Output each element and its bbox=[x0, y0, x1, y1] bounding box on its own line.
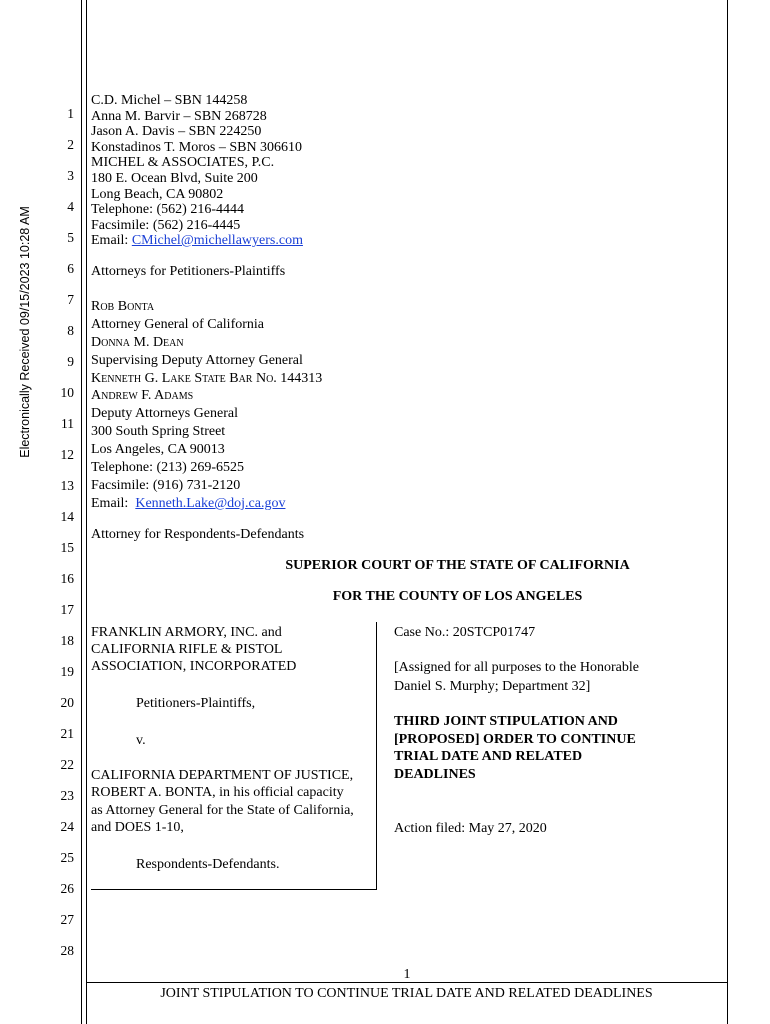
counsel-line: C.D. Michel – SBN 144258 bbox=[91, 93, 248, 108]
line-number: 9 bbox=[67, 354, 74, 369]
electronic-received-stamp: Electronically Received 09/15/2023 10:28 AM bbox=[18, 206, 32, 458]
respondent-name-line: ROBERT A. BONTA, in his official capacity bbox=[91, 785, 344, 800]
counsel-line: Kenneth G. Lake State Bar No. 144313 bbox=[91, 371, 323, 386]
document-title-line: [PROPOSED] ORDER TO CONTINUE bbox=[394, 732, 636, 747]
footer-rule bbox=[86, 982, 727, 983]
assignment-line: Daniel S. Murphy; Department 32] bbox=[394, 679, 591, 694]
left-margin-rule-inner bbox=[86, 0, 87, 1024]
line-number: 28 bbox=[60, 943, 74, 958]
footer-title: JOINT STIPULATION TO CONTINUE TRIAL DATE AND RELATED DEADLINES bbox=[160, 986, 653, 1001]
line-number: 18 bbox=[60, 633, 74, 648]
line-number: 11 bbox=[61, 416, 74, 431]
line-number: 20 bbox=[60, 695, 74, 710]
petitioners-role: Petitioners-Plaintiffs, bbox=[136, 696, 256, 711]
respondent-name-line: as Attorney General for the State of California, bbox=[91, 803, 354, 818]
petitioner-name-line: CALIFORNIA RIFLE & PISTOL bbox=[91, 642, 283, 657]
counsel-line: Donna M. Dean bbox=[91, 335, 184, 350]
counsel-line: Facsimile: (916) 731-2120 bbox=[91, 478, 241, 493]
court-county: FOR THE COUNTY OF LOS ANGELES bbox=[332, 589, 583, 604]
caption-bottom-rule bbox=[91, 889, 377, 890]
respondent-counsel-role: Attorney for Respondents-Defendants bbox=[91, 527, 305, 542]
respondent-name-line: and DOES 1-10, bbox=[91, 820, 184, 835]
case-number: Case No.: 20STCP01747 bbox=[394, 625, 536, 640]
line-number: 26 bbox=[60, 881, 74, 896]
document-title-line: THIRD JOINT STIPULATION AND bbox=[394, 714, 618, 729]
respondent-email-link[interactable]: Kenneth.Lake@doj.ca.gov bbox=[135, 496, 286, 511]
counsel-email-line bbox=[91, 496, 285, 512]
petitioner-counsel-role: Attorneys for Petitioners-Plaintiffs bbox=[91, 264, 286, 279]
line-number: 12 bbox=[60, 447, 74, 462]
counsel-line: 300 South Spring Street bbox=[91, 424, 226, 439]
line-number: 27 bbox=[60, 912, 74, 927]
line-number: 17 bbox=[60, 602, 74, 617]
line-number: 14 bbox=[60, 509, 74, 524]
line-number: 8 bbox=[67, 323, 74, 338]
versus: v. bbox=[136, 733, 146, 748]
petitioner-email-link[interactable]: CMichel@michellawyers.com bbox=[131, 233, 303, 248]
line-number: 16 bbox=[60, 571, 74, 586]
left-margin-rule-outer bbox=[81, 0, 82, 1024]
respondent-name-line: CALIFORNIA DEPARTMENT OF JUSTICE, bbox=[91, 768, 354, 783]
counsel-line: Anna M. Barvir – SBN 268728 bbox=[91, 109, 267, 124]
counsel-line: Telephone: (213) 269-6525 bbox=[91, 460, 244, 475]
line-number: 3 bbox=[67, 168, 74, 183]
counsel-email-line bbox=[91, 233, 303, 249]
counsel-line: 180 E. Ocean Blvd, Suite 200 bbox=[91, 171, 258, 186]
line-number: 21 bbox=[60, 726, 74, 741]
counsel-line: Rob Bonta bbox=[91, 299, 155, 314]
line-number: 1 bbox=[67, 106, 74, 121]
counsel-line: Jason A. Davis – SBN 224250 bbox=[91, 124, 262, 139]
document-title-line: DEADLINES bbox=[394, 767, 476, 782]
line-number: 23 bbox=[60, 788, 74, 803]
counsel-line: Attorney General of California bbox=[91, 317, 264, 332]
line-number: 15 bbox=[60, 540, 74, 555]
line-number: 22 bbox=[60, 757, 74, 772]
email-label: Email: bbox=[91, 496, 136, 511]
document-title-line: TRIAL DATE AND RELATED bbox=[394, 749, 583, 764]
court-name: SUPERIOR COURT OF THE STATE OF CALIFORNIA bbox=[285, 558, 630, 573]
line-number: 4 bbox=[67, 199, 74, 214]
counsel-line: Telephone: (562) 216-4444 bbox=[91, 202, 244, 217]
counsel-line: MICHEL & ASSOCIATES, P.C. bbox=[91, 155, 275, 170]
line-number: 13 bbox=[60, 478, 74, 493]
counsel-line: Andrew F. Adams bbox=[91, 388, 194, 403]
counsel-line: Supervising Deputy Attorney General bbox=[91, 353, 303, 368]
counsel-line: Los Angeles, CA 90013 bbox=[91, 442, 225, 457]
petitioner-name-line: FRANKLIN ARMORY, INC. and bbox=[91, 625, 282, 640]
respondents-role: Respondents-Defendants. bbox=[136, 857, 280, 872]
email-label: Email: bbox=[91, 233, 132, 248]
petitioner-name-line: ASSOCIATION, INCORPORATED bbox=[91, 659, 297, 674]
line-number: 19 bbox=[60, 664, 74, 679]
line-number: 24 bbox=[60, 819, 74, 834]
caption-divider bbox=[376, 622, 377, 890]
right-margin-rule bbox=[727, 0, 728, 1024]
page-number: 1 bbox=[403, 967, 411, 982]
line-number: 25 bbox=[60, 850, 74, 865]
counsel-line: Long Beach, CA 90802 bbox=[91, 187, 224, 202]
line-number: 7 bbox=[67, 292, 74, 307]
assignment-line: [Assigned for all purposes to the Honorable bbox=[394, 660, 639, 675]
counsel-line: Facsimile: (562) 216-4445 bbox=[91, 218, 241, 233]
line-number: 10 bbox=[60, 385, 74, 400]
line-number: 6 bbox=[67, 261, 74, 276]
line-number: 5 bbox=[67, 230, 74, 245]
counsel-line: Konstadinos T. Moros – SBN 306610 bbox=[91, 140, 303, 155]
line-number: 2 bbox=[67, 137, 74, 152]
action-filed: Action filed: May 27, 2020 bbox=[394, 821, 547, 836]
counsel-line: Deputy Attorneys General bbox=[91, 406, 238, 421]
